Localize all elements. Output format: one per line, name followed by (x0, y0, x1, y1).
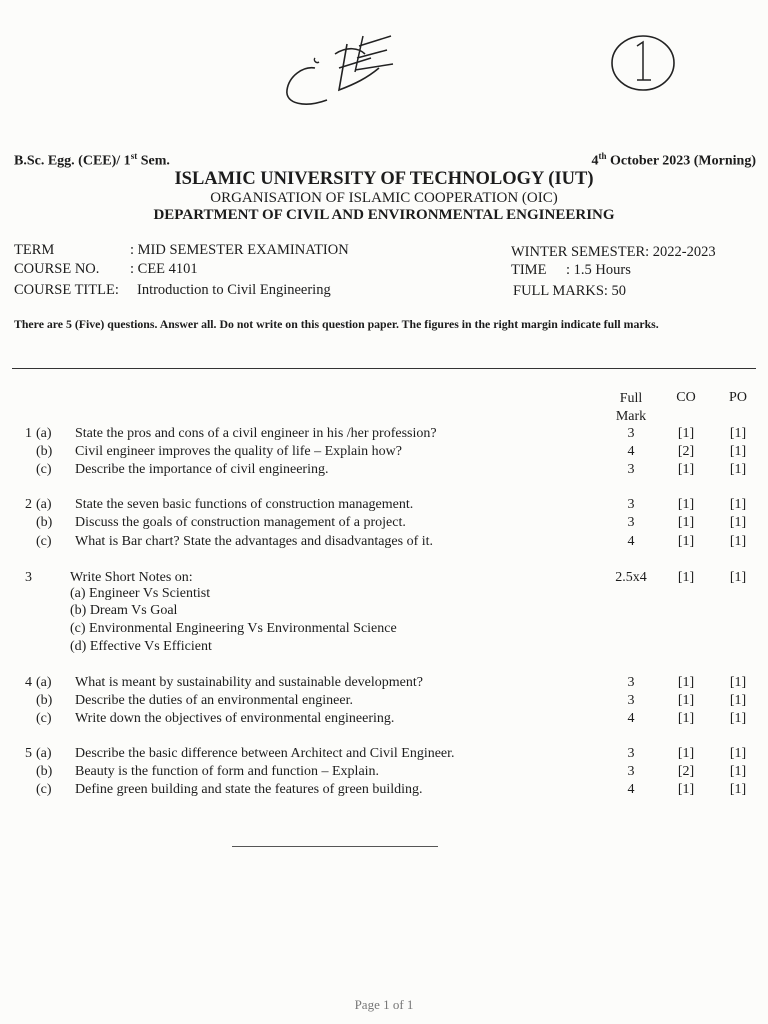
question-co: [1] (677, 782, 695, 797)
organisation-name: ORGANISATION OF ISLAMIC COOPERATION (OIC) (210, 190, 558, 206)
semester: WINTER SEMESTER: 2022-2023 (511, 244, 716, 260)
question-co: [2] (677, 444, 695, 459)
full-mark-header (606, 390, 656, 426)
question-po: [1] (729, 497, 747, 512)
question-text: Civil engineer improves the quality of life – Explain how? (75, 444, 402, 459)
question-po: [1] (729, 746, 747, 761)
question-co: [1] (677, 426, 695, 441)
question-co: [1] (677, 462, 695, 477)
question-mark: 3 (627, 746, 635, 761)
course-no-value: : CEE 4101 (130, 261, 198, 277)
question-co: [1] (677, 675, 695, 690)
question-mark: 3 (627, 426, 635, 441)
question-number: 2 (25, 497, 32, 512)
handwritten-cee-scribble (275, 28, 405, 118)
question-co: [1] (677, 711, 695, 726)
question-text: Describe the duties of an environmental engineer. (75, 693, 353, 708)
question-part: (a) (36, 497, 52, 512)
question-po: [1] (729, 426, 747, 441)
date-sup: th (598, 151, 607, 161)
page-number: Page 1 of 1 (354, 997, 414, 1012)
handwritten-circled-one (607, 30, 679, 96)
question-po: [1] (729, 570, 747, 585)
question-number: 5 (25, 746, 32, 761)
question-mark: 3 (627, 675, 635, 690)
po-header: PO (729, 390, 747, 405)
question-po: [1] (729, 675, 747, 690)
program-prefix: B.Sc. Egg. (CEE)/ 1 (14, 153, 131, 169)
date-prefix: 4 (591, 153, 599, 169)
question-part: (c) (36, 782, 52, 797)
course-no-label: COURSE NO. (14, 261, 100, 277)
question-part: (b) (36, 444, 53, 459)
question-co: [1] (677, 497, 695, 512)
question-text: Write down the objectives of environmental engineering. (75, 711, 395, 726)
question-mark: 4 (627, 534, 635, 549)
question-mark: 3 (627, 693, 635, 708)
department-name: DEPARTMENT OF CIVIL AND ENVIRONMENTAL ENGINEERING (153, 207, 615, 223)
exam-date (592, 151, 756, 170)
question-mark: 3 (627, 497, 635, 512)
question-text: State the pros and cons of a civil engineer in his /her profession? (75, 426, 437, 441)
question-text: Discuss the goals of construction management of a project. (75, 515, 406, 530)
horizontal-rule (12, 368, 756, 369)
question-text: State the seven basic functions of construction management. (75, 497, 414, 512)
question-mark: 4 (627, 711, 635, 726)
question-part: (b) (36, 693, 53, 708)
question-part: (a) (36, 675, 52, 690)
question-mark: 3 (627, 764, 635, 779)
question-co: [1] (677, 515, 695, 530)
question-text: Describe the importance of civil engineering. (75, 462, 329, 477)
question-part: (b) (36, 764, 53, 779)
date-suffix: October 2023 (Morning) (606, 153, 756, 169)
question-po: [1] (729, 444, 747, 459)
question-part: (c) (36, 462, 52, 477)
question-text: Describe the basic difference between Architect and Civil Engineer. (75, 746, 455, 761)
question-text: Beauty is the function of form and function – Explain. (75, 764, 380, 779)
end-rule (232, 846, 438, 847)
question-po: [1] (729, 534, 747, 549)
question-part: (b) (36, 515, 53, 530)
question-text: (a) Engineer Vs Scientist (70, 586, 211, 601)
time-value: : 1.5 Hours (566, 262, 631, 278)
full-marks: FULL MARKS: 50 (513, 283, 627, 299)
question-mark: 3 (627, 462, 635, 477)
question-co: [2] (677, 764, 695, 779)
question-part: (a) (36, 426, 52, 441)
question-part: (a) (36, 746, 52, 761)
question-po: [1] (729, 693, 747, 708)
question-mark: 4 (627, 444, 635, 459)
question-co: [1] (677, 746, 695, 761)
term-value: : MID SEMESTER EXAMINATION (130, 242, 349, 258)
question-co: [1] (677, 693, 695, 708)
question-po: [1] (729, 764, 747, 779)
full-mark-header-line1: Full (619, 391, 643, 406)
question-po: [1] (729, 782, 747, 797)
question-co: [1] (677, 570, 695, 585)
term-label: TERM (14, 242, 55, 258)
question-number: 1 (25, 426, 32, 441)
question-po: [1] (729, 515, 747, 530)
question-mark: 3 (627, 515, 635, 530)
instructions: There are 5 (Five) questions. Answer all. Do not write on this question paper. The figures in the right margin indicate full marks. (14, 317, 659, 331)
question-text: Write Short Notes on: (70, 570, 193, 585)
question-text: What is meant by sustainability and sustainable development? (75, 675, 423, 690)
question-part: (c) (36, 711, 52, 726)
course-title-value: Introduction to Civil Engineering (137, 282, 331, 298)
question-part: (c) (36, 534, 52, 549)
time-label: TIME (511, 262, 547, 278)
question-po: [1] (729, 711, 747, 726)
program-suffix: Sem. (137, 153, 170, 169)
question-text: What is Bar chart? State the advantages and disadvantages of it. (75, 534, 434, 549)
question-text: (b) Dream Vs Goal (70, 603, 178, 618)
question-number: 4 (25, 675, 32, 690)
course-title-label: COURSE TITLE: (14, 282, 119, 298)
question-text: (c) Environmental Engineering Vs Environmental Science (70, 621, 397, 636)
question-co: [1] (677, 534, 695, 549)
question-text: Define green building and state the features of green building. (75, 782, 423, 797)
question-number: 3 (25, 570, 32, 585)
co-header: CO (676, 390, 696, 405)
question-text: (d) Effective Vs Efficient (70, 639, 212, 654)
program-line (14, 151, 170, 170)
program-sup: st (130, 151, 138, 161)
full-mark-header-line2: Mark (615, 409, 647, 424)
question-mark: 4 (627, 782, 635, 797)
question-po: [1] (729, 462, 747, 477)
university-name: ISLAMIC UNIVERSITY OF TECHNOLOGY (IUT) (174, 169, 594, 189)
question-mark: 2.5x4 (615, 570, 647, 585)
